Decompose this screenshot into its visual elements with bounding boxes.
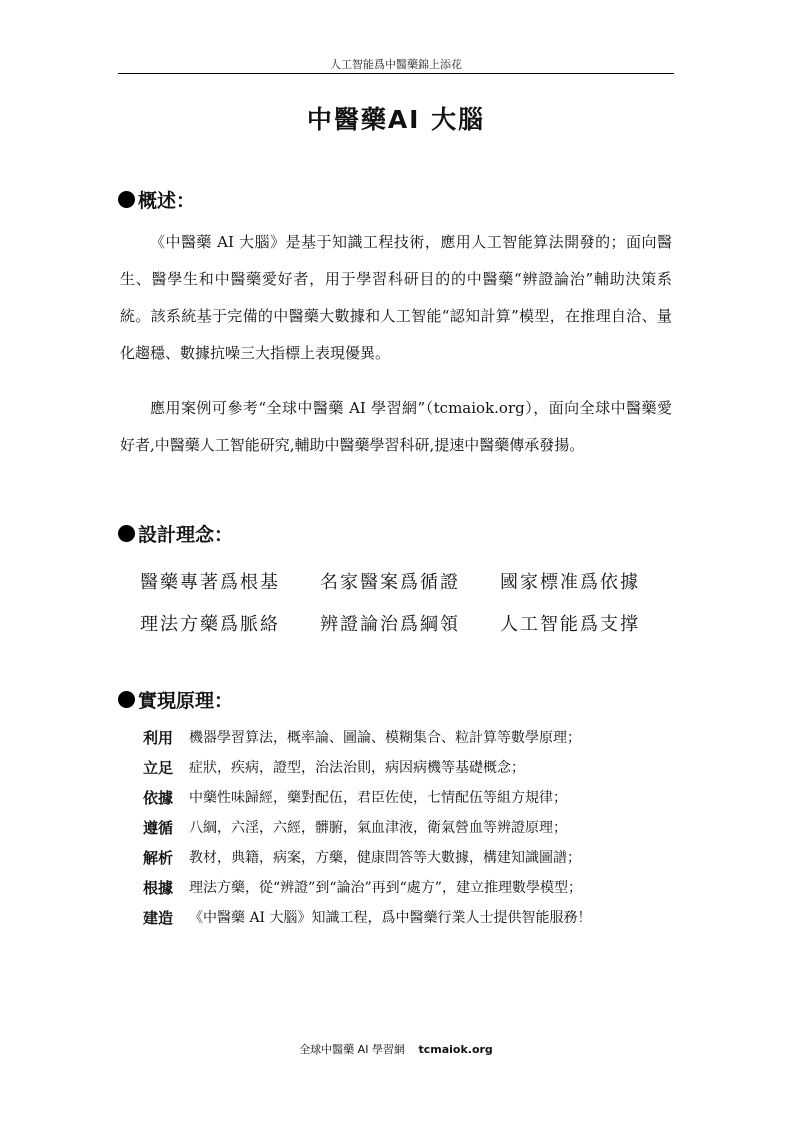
page-footer <box>118 1041 674 1057</box>
principle-item: 辨證論治爲綱領 <box>320 614 460 635</box>
list-item <box>143 842 683 872</box>
list-item <box>143 812 683 842</box>
item-term: 建造 <box>143 908 174 927</box>
principle-item: 醫藥專著爲根基 <box>140 572 280 593</box>
implementation-list <box>143 722 683 932</box>
design-heading <box>118 520 233 547</box>
list-item <box>143 902 683 932</box>
document-title: 中醫藥AI 大腦 <box>306 105 486 134</box>
list-item <box>143 722 683 752</box>
overview-heading <box>118 186 195 213</box>
item-term: 利用 <box>143 728 174 747</box>
item-term: 解析 <box>143 848 174 867</box>
list-item <box>143 782 683 812</box>
footer-site-domain: tcmaiok.org <box>418 1043 493 1056</box>
overview-paragraph-2: 應用案例可參考“全球中醫藥 AI 學習網”（tcmaiok.org），面向全球中醫藥愛好者,中醫藥人工智能研究,輔助中醫藥學習科研,提速中醫藥傳承發揚。 <box>120 399 672 454</box>
bullet-icon <box>118 525 135 542</box>
item-description: 機器學習算法，概率論、圖論、模糊集合、粒計算等數學原理； <box>189 730 581 746</box>
item-description: 理法方藥，從“辨證”到“論治”再到“處方”，建立推理數學模型； <box>189 880 582 896</box>
implementation-heading-label: 實現原理： <box>138 690 234 712</box>
running-header: 人工智能爲中醫藥錦上添花 <box>330 58 462 71</box>
overview-heading-label: 概述： <box>138 190 196 212</box>
design-principles <box>140 560 680 644</box>
principle-item: 名家醫案爲循證 <box>320 572 460 593</box>
principle-item: 理法方藥爲脈絡 <box>140 614 280 635</box>
principle-row <box>140 602 680 644</box>
item-description: 《中醫藥 AI 大腦》知識工程，爲中醫藥行業人士提供智能服務！ <box>189 910 592 926</box>
principle-item: 國家標准爲依據 <box>500 572 640 593</box>
list-item <box>143 752 683 782</box>
bullet-icon <box>118 691 135 708</box>
overview-paragraph-1: 《中醫藥 AI 大腦》是基于知識工程技術，應用人工智能算法開發的；面向醫生、醫學生和中醫藥愛好者，用于學習科研目的的中醫藥“辨證論治”輔助決策系統。該系統基于完備的中醫藥大數據和人工智能“認知計算”模型，在推理自洽、量化趨穩、數據抗噪三大指標上表現優異。 <box>120 233 672 362</box>
header-divider <box>118 73 674 74</box>
item-term: 立足 <box>143 758 174 777</box>
footer-site-name: 全球中醫藥 AI 學習網 <box>299 1043 405 1056</box>
list-item <box>143 872 683 902</box>
principle-row <box>140 560 680 602</box>
design-heading-label: 設計理念： <box>138 524 234 546</box>
item-term: 依據 <box>143 788 174 807</box>
item-term: 遵循 <box>143 818 174 837</box>
implementation-heading <box>118 686 233 713</box>
item-description: 症狀，疾病，證型，治法治則，病因病機等基礎概念； <box>189 760 525 776</box>
item-description: 中藥性味歸經，藥對配伍，君臣佐使，七情配伍等組方規律； <box>189 790 567 806</box>
item-description: 八綱，六淫，六經，髒腑，氣血津液，衛氣營血等辨證原理； <box>189 820 567 836</box>
bullet-icon <box>118 191 135 208</box>
item-term: 根據 <box>143 878 174 897</box>
item-description: 教材，典籍，病案，方藥，健康問答等大數據，構建知識圖譜； <box>189 850 581 866</box>
principle-item: 人工智能爲支撑 <box>500 614 640 635</box>
